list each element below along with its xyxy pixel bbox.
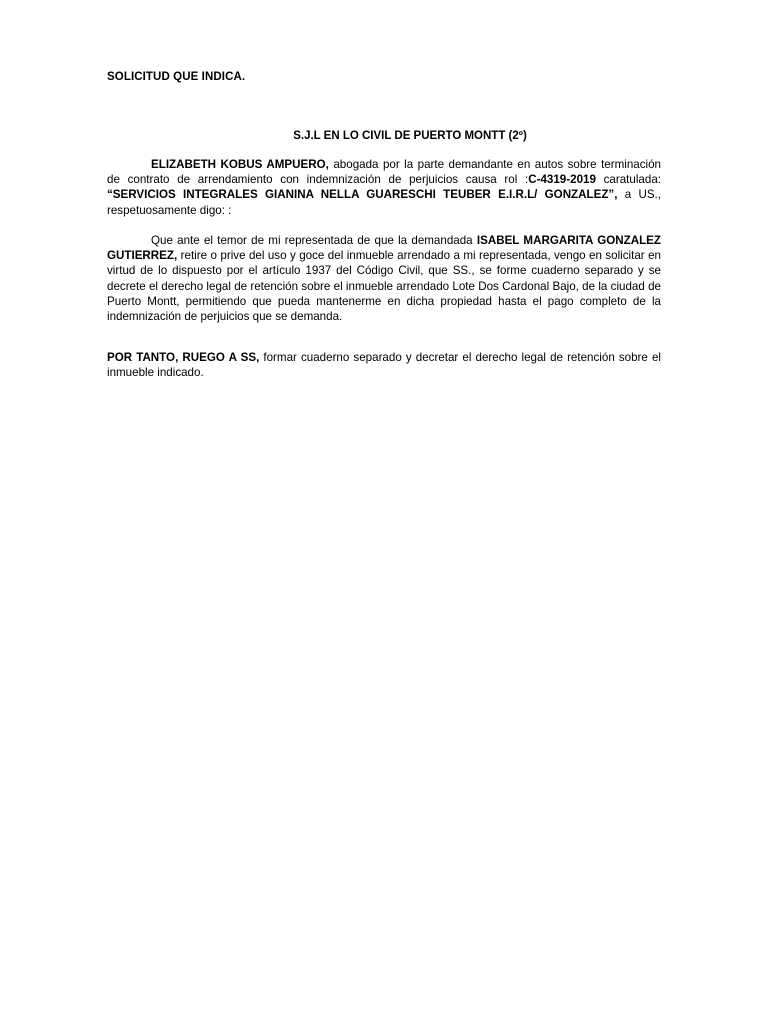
request-text-b: retire o prive del uso y goce del inmueble arrendado a mi representada, vengo en solicitar en virtud de lo dispuesto por el artículo 1937 del Código Civil, que SS., se forme cuaderno separado y se decrete el derecho legal de retención sobre el inmueble arrendado Lote Dos Cardonal Bajo, de la ciudad de Puerto Montt, permitiendo que pueda mantenerme en dicha propiedad hasta el pago completo de la indemnización de perjuicios que se demanda. <box>107 249 661 324</box>
case-rol: C-4319-2019 <box>528 173 596 187</box>
paragraph-introduction <box>107 157 661 218</box>
petition-text: formar cuaderno separado y decretar el derecho legal de retención sobre el inmueble indicado. <box>107 351 661 380</box>
defendant-name: ISABEL MARGARITA GONZALEZ GUTIERREZ, <box>107 234 661 263</box>
document-heading: SOLICITUD QUE INDICA. <box>107 71 246 83</box>
case-caption: “SERVICIOS INTEGRALES GIANINA NELLA GUARESCHI TEUBER E.I.R.L/ GONZALEZ”, <box>107 188 618 202</box>
petition-lead: POR TANTO, RUEGO A SS, <box>107 351 260 364</box>
paragraph-request-body <box>107 233 661 324</box>
intro-text-b: caratulada: <box>595 173 661 187</box>
intro-text-a: abogada por la parte demandante en autos sobre terminación de contrato de arrendamiento con indemnización de perjuicios causa rol : <box>107 158 661 187</box>
paragraph-petition <box>107 350 661 380</box>
request-text-a: Que ante el temor de mi representada de que la demandada <box>151 234 477 247</box>
lawyer-name: ELIZABETH KOBUS AMPUERO, <box>151 158 329 171</box>
court-addressee: S.J.L EN LO CIVIL DE PUERTO MONTT (2º) <box>293 130 527 142</box>
intro-text-c: a US., respetuosamente digo: : <box>107 188 661 217</box>
